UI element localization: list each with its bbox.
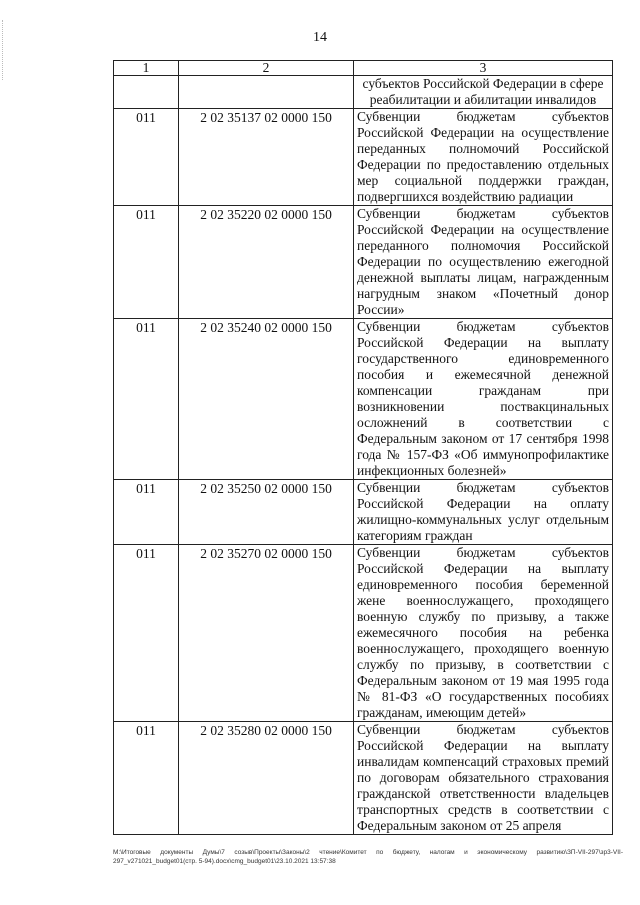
column-header-3: 3 [354,61,613,76]
admin-code-cell: 011 [114,206,179,319]
budget-code-cell: 2 02 35270 02 0000 150 [179,545,354,722]
description-cell: субъектов Российской Федерации в сфере реабилитации и абилитации инвалидов [354,76,613,109]
budget-code-cell [179,76,354,109]
column-header-2: 2 [179,61,354,76]
description-cell: Субвенции бюджетам субъектов Российской Федерации на выплату единовременного пособия беременной жене военнослужащего, проходящего военную службу по призыву, а также ежемесячного пособия на ребенка военнослужащего, проходящего военную службу по призыву, в соответствии с Федеральным законом от 19 мая 1995 года № 81-ФЗ «О государственных пособиях гражданам, имеющим детей» [354,545,613,722]
column-header-1: 1 [114,61,179,76]
budget-code-cell: 2 02 35280 02 0000 150 [179,722,354,835]
budget-code-cell: 2 02 35240 02 0000 150 [179,319,354,480]
table-row [114,722,613,835]
table-row [114,109,613,206]
admin-code-cell: 011 [114,545,179,722]
description-cell: Субвенции бюджетам субъектов Российской Федерации на выплату государственного единовременного пособия и ежемесячной денежной компенсации гражданам при возникновении поствакцинальных осложнений в соответствии с Федеральным законом от 17 сентября 1998 года № 157-ФЗ «Об иммунопрофилактике инфекционных болезней» [354,319,613,480]
description-cell: Субвенции бюджетам субъектов Российской Федерации на выплату инвалидам компенсаций страховых премий по договорам обязательного страхования гражданской ответственности владельцев транспортных средств в соответствии с Федеральным законом от 25 апреля [354,722,613,835]
admin-code-cell: 011 [114,319,179,480]
description-cell: Субвенции бюджетам субъектов Российской Федерации на оплату жилищно-коммунальных услуг отдельным категориям граждан [354,480,613,545]
table-row [114,545,613,722]
admin-code-cell [114,76,179,109]
description-cell: Субвенции бюджетам субъектов Российской Федерации на осуществление переданного полномочия Российской Федерации по осуществлению ежегодной денежной выплаты лицам, награжденным нагрудным знаком «Почетный донор России» [354,206,613,319]
admin-code-cell: 011 [114,480,179,545]
budget-code-cell: 2 02 35137 02 0000 150 [179,109,354,206]
table-row [114,480,613,545]
admin-code-cell: 011 [114,722,179,835]
margin-binding-mark [2,20,6,80]
budget-code-cell: 2 02 35250 02 0000 150 [179,480,354,545]
description-cell: Субвенции бюджетам субъектов Российской Федерации на осуществление переданных полномочий Российской Федерации по предоставлению отдельных мер социальной поддержки граждан, подвергшихся воздействию радиации [354,109,613,206]
table-row-continuation [114,76,613,109]
revenue-codes-table [113,60,613,835]
file-path-footer: M:\Итоговые документы Думы\7 созыв\Проекты\Законы\2 чтение\Комитет по бюджету, налогам и экономическому развитию\ЗП-VII-297\зр3-VII-297_v271021_budget01(стр. 5-94).docx\cmg_budget01\23.10.2021 13:57:38 [113,849,623,865]
table-header-row [114,61,613,76]
budget-code-cell: 2 02 35220 02 0000 150 [179,206,354,319]
admin-code-cell: 011 [114,109,179,206]
table-row [114,319,613,480]
table-row [114,206,613,319]
page-number: 14 [313,30,327,45]
